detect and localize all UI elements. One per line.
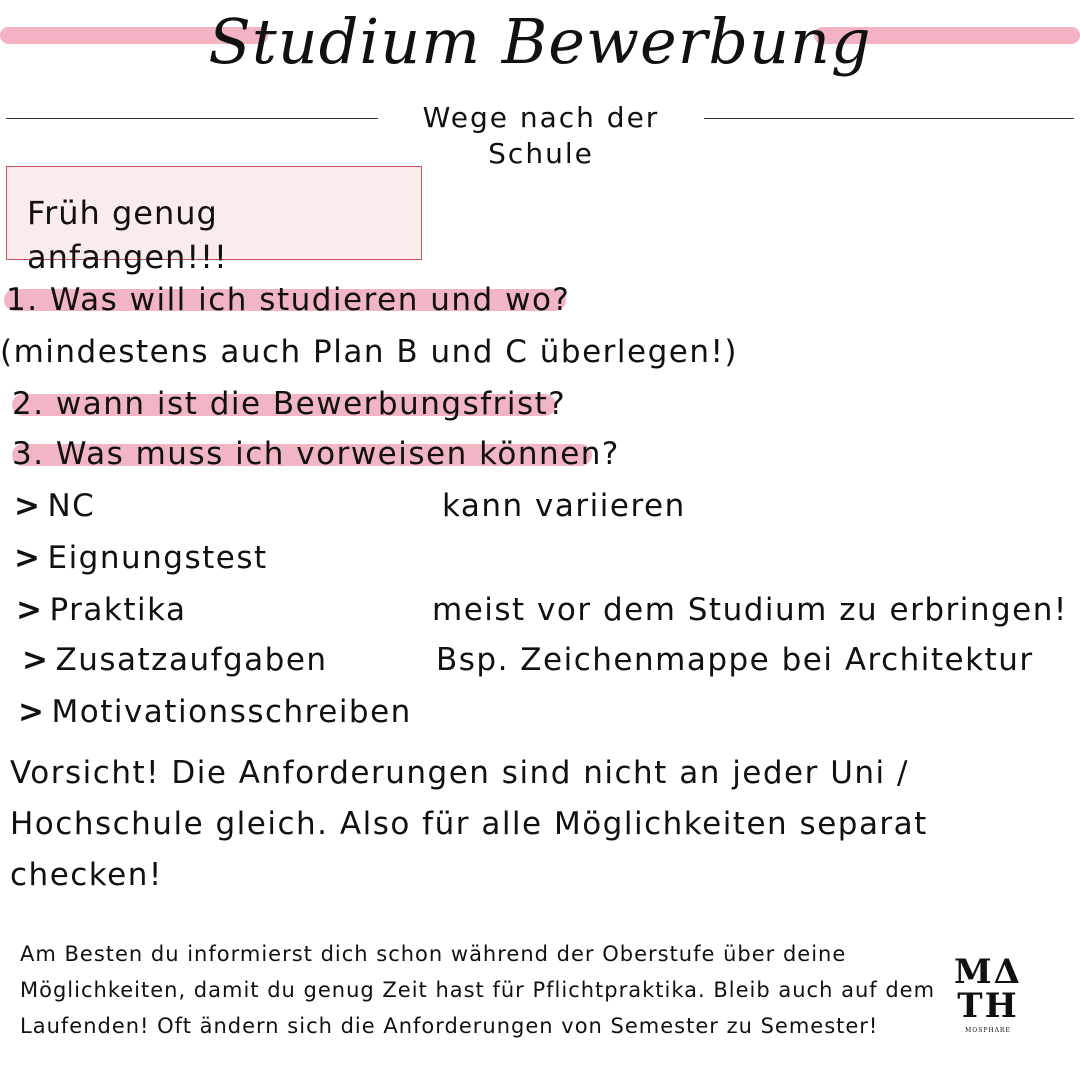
question-2: 2. wann ist die Bewerbungsfrist? <box>12 386 567 422</box>
warning-text: Vorsicht! Die Anforderungen sind nicht an jeder Uni / Hochschule gleich. Also für alle Möglichkeiten separat checken! <box>10 755 928 893</box>
arrow-icon: > <box>16 592 44 628</box>
requirement-item <box>16 588 187 632</box>
requirement-item <box>14 536 268 580</box>
requirement-item <box>22 638 328 682</box>
question-1-note: (mindestens auch Plan B und C überlegen!) <box>0 334 739 370</box>
requirement-note: Bsp. Zeichenmappe bei Architektur <box>436 642 1034 678</box>
page-subtitle: Wege nach der Schule <box>422 101 660 170</box>
page-title: Studium Bewerbung <box>208 5 872 78</box>
footnote-text: Am Besten du informierst dich schon während der Oberstufe über deine Möglichkeiten, damit du genug Zeit hast für Pflichtpraktika. Bleib auch auf dem Laufenden! Oft ändern sich die Anforderungen von Semester zu Semester! <box>20 942 936 1038</box>
requirement-label: Praktika <box>49 592 187 628</box>
requirement-label: Zusatzaufgaben <box>55 642 328 678</box>
requirement-label: NC <box>47 488 96 524</box>
arrow-icon: > <box>14 540 42 576</box>
callout-box <box>6 166 422 276</box>
logo-line-2: TH <box>957 986 1019 1026</box>
logo-line-1: MΔ <box>953 952 1022 992</box>
question-1: 1. Was will ich studieren und wo? <box>6 282 571 318</box>
callout-text: Früh genug anfangen!!! <box>27 194 228 276</box>
subtitle-rule-right <box>704 118 1074 119</box>
requirement-item <box>18 690 412 734</box>
requirement-label: Eignungstest <box>47 540 268 576</box>
requirement-note: meist vor dem Studium zu erbringen! <box>432 592 1068 628</box>
requirement-label: Motivationsschreiben <box>51 694 412 730</box>
brand-logo <box>952 952 1024 1034</box>
arrow-icon: > <box>18 694 46 730</box>
requirement-note: kann variieren <box>442 488 686 524</box>
subtitle-rule-left <box>6 118 378 119</box>
question-3: 3. Was muss ich vorweisen können? <box>12 436 620 472</box>
arrow-icon: > <box>22 642 50 678</box>
requirement-item <box>14 484 95 528</box>
logo-wordmark: MOSPHARE <box>965 1027 1011 1034</box>
arrow-icon: > <box>14 488 42 524</box>
